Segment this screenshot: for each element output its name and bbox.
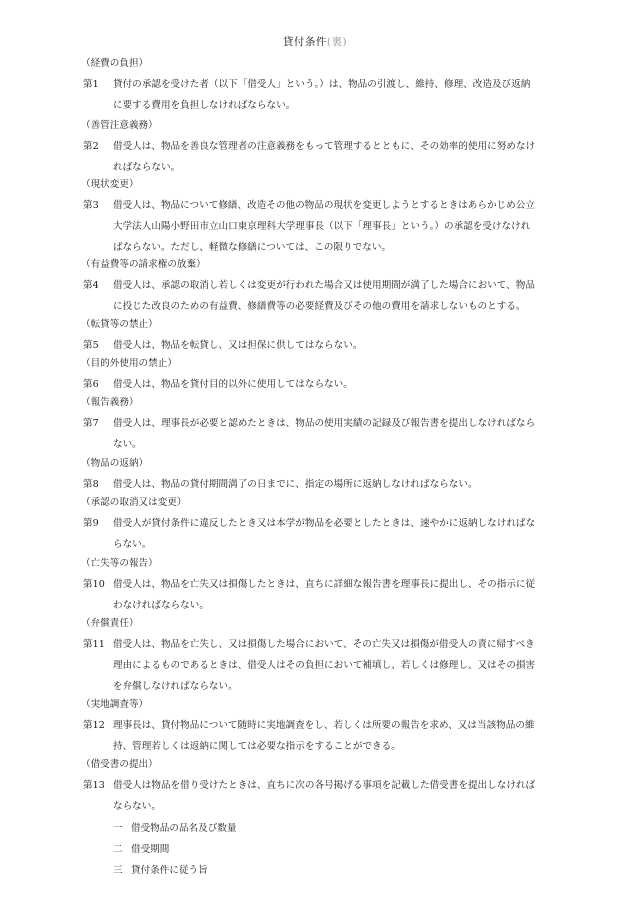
article-number: 第5 xyxy=(83,340,99,351)
article-number: 第7 xyxy=(83,418,99,429)
article-heading: （亡失等の報告） xyxy=(81,558,158,569)
article-line: らない。 xyxy=(113,539,152,550)
article-number: 第2 xyxy=(83,141,99,152)
title-text: 貸付条件 xyxy=(282,36,327,48)
article-line: 持、管理若しくは返納に関しては必要な指示をすることができる。 xyxy=(113,741,401,752)
article-line: ればならない。 xyxy=(113,162,181,173)
item-label: 三 xyxy=(113,865,123,876)
article-line: ない。 xyxy=(113,439,142,450)
item-label: 二 xyxy=(113,844,123,855)
article-number: 第1 xyxy=(83,79,99,90)
article-heading: （実地調査等） xyxy=(81,699,149,710)
article-number: 第8 xyxy=(83,479,99,490)
article-line: 大学法人山陽小野田市立山口東京理科大学理事長（以下「理事長」という。）の承認を受けなけれ xyxy=(113,221,531,232)
article-heading: （借受書の提出） xyxy=(81,759,158,770)
article-number: 第6 xyxy=(83,379,99,390)
article-line: ならない。 xyxy=(113,801,161,812)
article-line: ばならない。ただし、軽微な修繕については、この限りでない。 xyxy=(113,242,392,253)
article-number: 第4 xyxy=(83,280,99,291)
item-text: 借受物品の品名及び数量 xyxy=(131,823,237,834)
article-number: 第3 xyxy=(83,200,99,211)
page-title xyxy=(0,34,630,49)
article-heading: （現状変更） xyxy=(81,179,139,190)
article-line: 借受人は、承認の取消し若しくは変更が行われた場合又は使用期間が満了した場合において、物品 xyxy=(113,280,535,291)
article-line: 借受人は、物品の貸付期間満了の日までに、指定の場所に返納しなければならない。 xyxy=(113,479,478,490)
article-heading: （有益費等の請求権の放棄） xyxy=(81,259,206,270)
article-line: 借受人が貸付条件に違反したとき又は本学が物品を必要としたときは、速やかに返納しなければな xyxy=(113,518,536,529)
article-line: 借受人は、物品を転貸し、又は担保に供してはならない。 xyxy=(113,340,363,351)
article-heading: （報告義務） xyxy=(81,397,139,408)
item-text: 借受期間 xyxy=(131,844,170,855)
article-heading: （承認の取消又は変更） xyxy=(81,497,187,508)
list-item xyxy=(113,841,169,855)
article-line: に要する費用を負担しなければならない。 xyxy=(113,100,296,111)
article-heading: （経費の負担） xyxy=(81,58,149,69)
article-number: 第10 xyxy=(83,579,105,590)
article-number: 第11 xyxy=(83,639,105,650)
article-number: 第9 xyxy=(83,518,99,529)
list-item xyxy=(113,862,208,876)
article-heading: （目的外使用の禁止） xyxy=(81,358,177,369)
item-label: 一 xyxy=(113,823,123,834)
list-item xyxy=(113,820,237,834)
article-heading: （善管注意義務） xyxy=(81,120,158,131)
article-line: 理由によるものであるときは、借受人はその負担において補填し、若しくは修理し、又はその損害 xyxy=(113,660,536,671)
article-line: わなければならない。 xyxy=(113,600,209,611)
article-line: 理事長は、貸付物品について随時に実地調査をし、若しくは所要の報告を求め、又は当該物品の維 xyxy=(113,720,535,731)
article-line: 借受人は、理事長が必要と認めたときは、物品の使用実績の記録及び報告書を提出しなければなら xyxy=(113,418,536,429)
article-heading: （物品の返納） xyxy=(81,458,149,469)
article-heading: （転貸等の禁止） xyxy=(81,319,158,330)
article-number: 第12 xyxy=(83,720,105,731)
article-line: を弁償しなければならない。 xyxy=(113,681,238,692)
article-number: 第13 xyxy=(83,780,105,791)
article-line: 借受人は、物品を善良な管理者の注意義務をもって管理するとともに、その効率的使用に努めなけ xyxy=(113,141,536,152)
article-line: 借受人は、物品を亡失し、又は損傷した場合において、その亡失又は損傷が借受人の責に帰すべき xyxy=(113,639,535,650)
article-line: 借受人は、物品について修繕、改造その他の物品の現状を変更しようとするときはあらかじめ公立 xyxy=(113,200,535,211)
article-line: に投じた改良のための有益費、修繕費等の必要経費及びその他の費用を請求しないものとする。 xyxy=(113,301,526,312)
article-line: 借受人は物品を借り受けたときは、直ちに次の各号掲げる事項を記載した借受書を提出しなければ xyxy=(113,780,536,791)
article-line: 借受人は、物品を亡失又は損傷したときは、直ちに詳細な報告書を理事長に提出し、その指示に従 xyxy=(113,579,536,590)
article-line: 借受人は、物品を貸付目的以外に使用してはならない。 xyxy=(113,379,353,390)
article-line: 貸付の承認を受けた者（以下「借受人」という。）は、物品の引渡し、維持、修理、改造及び返納 xyxy=(113,79,531,90)
article-heading: （弁償責任） xyxy=(81,618,139,629)
title-suffix: (裏) xyxy=(326,36,348,48)
item-text: 貸付条件に従う旨 xyxy=(131,865,208,876)
